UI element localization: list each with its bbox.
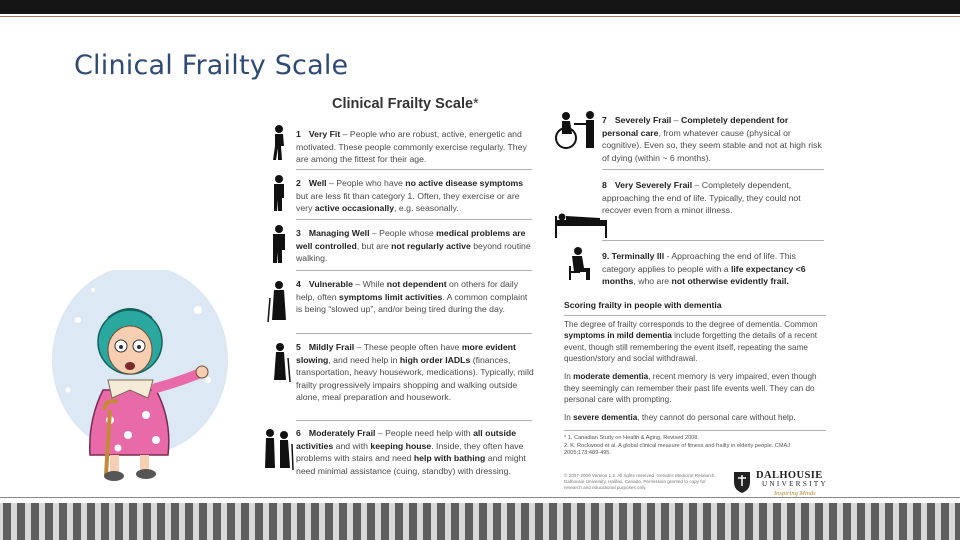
dementia-divider xyxy=(564,315,826,316)
scale-entry-8: 8 Very Severely Frail – Completely dependent, approaching the end of life. Typically, they could not recover even from a minor illness. xyxy=(602,180,801,216)
elderly-woman-illustration xyxy=(48,270,228,495)
scale-entry-7: 7 Severely Frail – Completely dependent for personal care, from whatever cause (physical or cognitive). Even so, they seem stable and not at high risk of dying (within ~ 6 months). xyxy=(602,115,822,163)
entry-divider xyxy=(296,219,532,220)
well-figure-icon xyxy=(268,174,290,212)
references: * 1. Canadian Study on Health & Aging, Revised 2008. 2. K. Rockwood et al. A global clinical measure of fitness and frailty in elderly people. CMAJ 2005;173:489-495. xyxy=(564,435,791,457)
footer-rule xyxy=(0,497,960,498)
moderately-frail-figure-icon xyxy=(262,428,294,472)
dementia-moderate-text: In moderate dementia, recent memory is very impaired, even though they seemingly can remember their past life events well. They can do personal care with prompting. xyxy=(564,371,817,405)
dementia-severe-text: In severe dementia, they cannot do personal care without help. xyxy=(564,412,796,422)
scale-entry-9: 9. Terminally Ill - Approaching the end of life. This category applies to people with a life expectancy <6 months, who are not otherwise evidently frail. xyxy=(602,251,806,287)
mildly-frail-figure-icon xyxy=(268,342,292,384)
dementia-mild-text: The degree of frailty corresponds to the degree of dementia. Common symptoms in mild dementia include forgetting the details of a recent event, though still remembering the event itself, repeating the same question/story and social withdrawal. xyxy=(564,319,818,364)
copyright-note: © 2007-2009 Version 1.2. All rights reserved. Geriatric Medicine Research, Dalhousie University, Halifax, Canada. Permission granted to copy for research and educational purposes only. xyxy=(564,473,716,490)
dementia-scoring-section xyxy=(564,300,826,429)
scale-entry-2: 2 Well – People who have no active disease symptoms but are less fit than category 1. Often, they exercise or are very active occasionally, e.g. seasonally. xyxy=(296,178,524,214)
entry-divider xyxy=(296,420,532,421)
footer-stripe-band xyxy=(0,503,960,540)
terminally-ill-figure-icon xyxy=(566,246,592,282)
card-title: Clinical Frailty Scale* xyxy=(332,96,479,112)
scale-entry-6: 6 Moderately Frail – People need help with all outside activities and with keeping house. Inside, they often have problems with stairs and need help with bathing and might need minimal assistance (cuing, standby) with dressing. xyxy=(296,428,526,476)
frailty-scale-card xyxy=(254,90,830,500)
wheelchair-figure-icon xyxy=(552,110,600,150)
managing-well-figure-icon xyxy=(268,224,290,264)
dementia-divider xyxy=(564,430,826,431)
dalhousie-logo: DALHOUSIE UNIVERSITY Inspiring Minds xyxy=(732,468,830,498)
top-bar-rule xyxy=(0,16,960,17)
bedridden-figure-icon xyxy=(554,208,608,238)
dementia-heading: Scoring frailty in people with dementia xyxy=(564,300,722,310)
slide-title: Clinical Frailty Scale xyxy=(74,50,349,81)
entry-divider xyxy=(296,169,532,170)
top-bar xyxy=(0,0,960,14)
very-fit-figure-icon xyxy=(268,124,290,162)
crest-icon xyxy=(732,470,752,494)
scale-entry-5: 5 Mildly Frail – These people often have more evident slowing, and need help in high order IADLs (finances, transportation, heavy housework, medications). Typically, mild frailty progressively impairs shopping and walking outside alone, meal preparation and housework. xyxy=(296,342,534,403)
entry-divider xyxy=(296,270,532,271)
scale-entry-3: 3 Managing Well – People whose medical problems are well controlled, but are not regularly active beyond routine walking. xyxy=(296,228,531,264)
entry-divider xyxy=(602,240,824,241)
entry-divider xyxy=(602,169,824,170)
scale-entry-1: 1 Very Fit – People who are robust, active, energetic and motivated. These people commonly exercise regularly. They are among the fittest for their age. xyxy=(296,129,527,165)
vulnerable-figure-icon xyxy=(266,280,292,324)
scale-entry-4: 4 Vulnerable – While not dependent on others for daily help, often symptoms limit activities. A common complaint is being “slowed up”, and/or being tired during the day. xyxy=(296,279,528,315)
entry-divider xyxy=(296,333,532,334)
